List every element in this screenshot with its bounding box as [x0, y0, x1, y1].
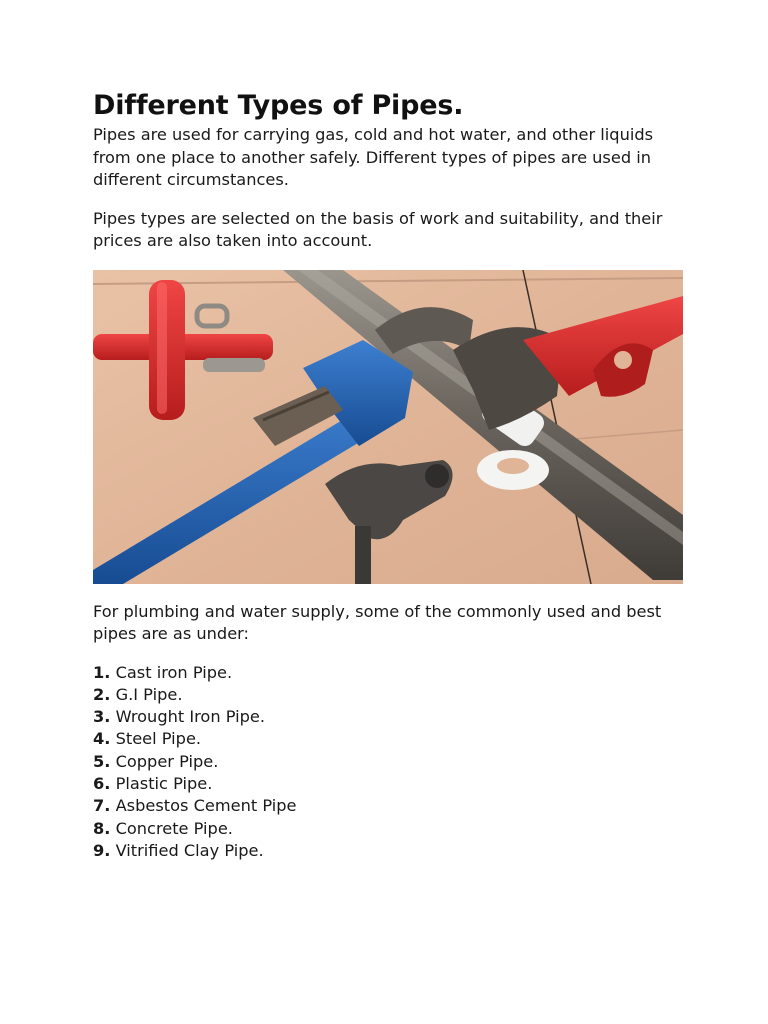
document-page	[93, 88, 683, 862]
list-item: 8. Concrete Pipe.	[93, 818, 233, 838]
list-item: 1. Cast iron Pipe.	[93, 662, 233, 682]
ptfe-tape-roll	[477, 450, 549, 490]
pipe-types-list	[93, 662, 683, 863]
list-item: 2. G.I Pipe.	[93, 684, 183, 704]
plumbing-tools-photo	[93, 270, 683, 584]
list-intro-paragraph: For plumbing and water supply, some of the commonly used and best pipes are as under:	[93, 601, 662, 643]
list-item: 9. Vitrified Clay Pipe.	[93, 840, 264, 860]
list-item: 4. Steel Pipe.	[93, 729, 202, 749]
page-title: Different Types of Pipes.	[93, 90, 464, 121]
list-item: 7. Asbestos Cement Pipe	[93, 796, 297, 816]
selection-paragraph: Pipes types are selected on the basis of work and suitability, and their prices are also taken into account.	[93, 208, 663, 250]
intro-paragraph: Pipes are used for carrying gas, cold and hot water, and other liquids from one place to another safely. Different types of pipes are used in different circumstances.	[93, 125, 654, 189]
list-item: 3. Wrought Iron Pipe.	[93, 707, 266, 727]
list-item: 6. Plastic Pipe.	[93, 773, 213, 793]
list-item: 5. Copper Pipe.	[93, 751, 219, 771]
